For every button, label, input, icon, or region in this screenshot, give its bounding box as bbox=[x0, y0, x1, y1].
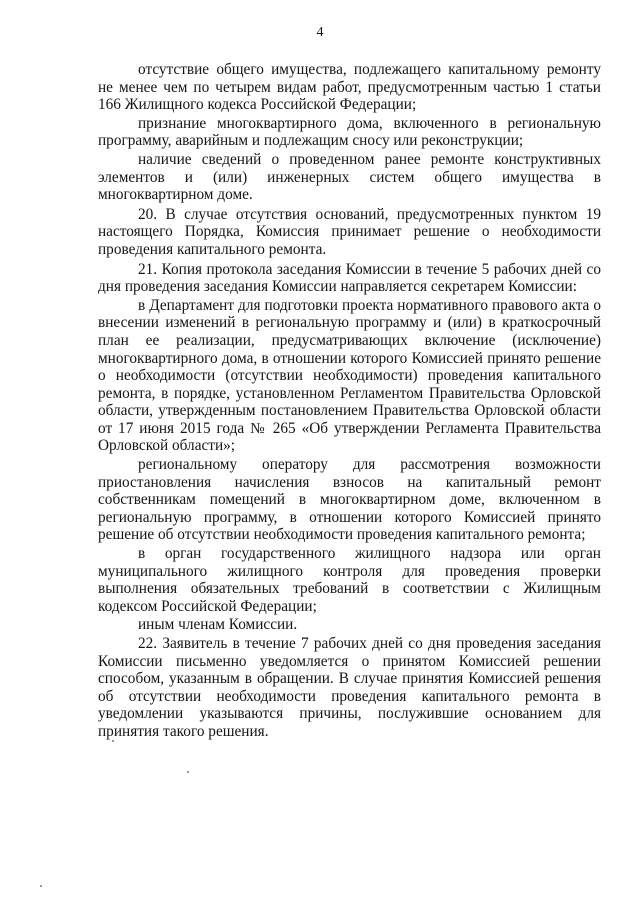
paragraph-recipient-supervision: в орган государственного жилищного надзора или орган муниципального жилищного контроля для проведения проверки выполнения обязательных требований в соответствии с Жилищным кодексом Российской Федерации; bbox=[98, 545, 601, 615]
scan-speck bbox=[40, 885, 42, 887]
paragraph-clause-21: 21. Копия протокола заседания Комиссии в течение 5 рабочих дней со дня проведения заседания Комиссии направляется секретарем Комиссии: bbox=[98, 260, 601, 296]
paragraph-recipient-department: в Департамент для подготовки проекта нормативного правового акта о внесении изменений в региональную программу и (или) в краткосрочный план ее реализации, предусматривающих включение (исключение) многоквартирного дома, в отношении которого Комиссией принято решение о необходимости (отсутствии необходимости) проведения капитального ремонта, в порядке, установленном Регламентом Правительства Орловской области, утвержденным постановлением Правительства Орловской области от 17 июня 2015 года № 265 «Об утверждении Регламента Правительства Орловской области»; bbox=[98, 296, 601, 455]
paragraph-clause-20: 20. В случае отсутствия оснований, предусмотренных пунктом 19 настоящего Порядка, Комиссия принимает решение о необходимости проведения капитального ремонта. bbox=[98, 205, 601, 258]
paragraph-list-item-2: признание многоквартирного дома, включенного в региональную программу, аварийным и подлежащим сносу или реконструкции; bbox=[98, 114, 601, 150]
document-body bbox=[98, 61, 601, 741]
paragraph-recipient-members: иным членам Комиссии. bbox=[138, 616, 298, 634]
paragraph-list-item-1: отсутствие общего имущества, подлежащего капитальному ремонту не менее чем по четырем видам работ, предусмотренным частью 1 статьи 166 Жилищного кодекса Российской Федерации; bbox=[98, 61, 601, 114]
scan-speck bbox=[112, 740, 114, 742]
paragraph-clause-22: 22. Заявитель в течение 7 рабочих дней со дня проведения заседания Комиссии письменно уведомляется о принятом Комиссией решении способом, указанным в обращении. В случае принятия Комиссией решения об отсутствии необходимости проведения капитального ремонта в уведомлении указываются причины, послужившие основанием для принятия такого решения. bbox=[98, 635, 601, 740]
paragraph-recipient-operator: региональному оператору для рассмотрения возможности приостановления начисления взносов на капитальный ремонт собственникам помещений в многоквартирном доме, включенном в региональную программу, в отношении которого Комиссией принято решение об отсутствии необходимости проведения капитального ремонта; bbox=[98, 456, 601, 544]
scan-speck bbox=[187, 771, 189, 773]
paragraph-list-item-3: наличие сведений о проведенном ранее ремонте конструктивных элементов и (или) инженерных систем общего имущества в многоквартирном доме. bbox=[98, 150, 601, 204]
page-number: 4 bbox=[316, 25, 324, 40]
